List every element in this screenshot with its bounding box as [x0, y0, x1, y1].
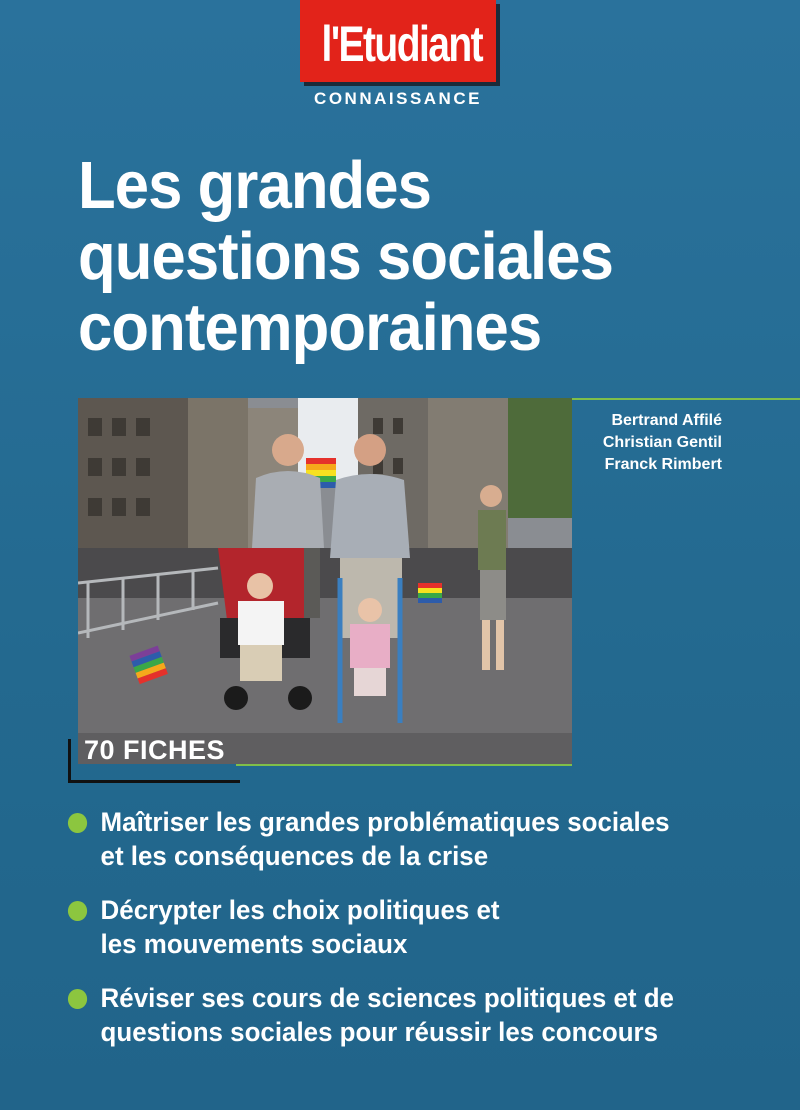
fiches-count-badge: 70 FICHES	[84, 735, 226, 765]
title-line-1: Les grandes	[78, 148, 432, 223]
bullet-text-line: Décrypter les choix politiques et	[100, 895, 500, 925]
author-name: Franck Rimbert	[604, 456, 722, 473]
title-line-2: questions sociales	[78, 219, 613, 294]
bullet-text-line: et les conséquences de la crise	[100, 841, 489, 871]
bullet-dot-icon	[68, 989, 87, 1009]
bullet-text-line: les mouvements sociaux	[100, 929, 408, 959]
parade-photo-illustration	[78, 398, 572, 764]
list-item	[66, 893, 757, 961]
badge-bracket	[68, 780, 240, 783]
bullet-text-line: Maîtriser les grandes problématiques sociales	[100, 807, 670, 837]
author-list	[560, 410, 722, 476]
author-name: Bertrand Affilé	[611, 412, 722, 429]
author-name: Christian Gentil	[602, 434, 722, 451]
cover-photo	[78, 398, 572, 764]
publisher-logo	[300, 0, 496, 82]
title-line-3: contemporaines	[78, 290, 542, 365]
list-item	[66, 981, 757, 1049]
feature-list	[66, 805, 786, 1069]
divider-rule	[236, 764, 572, 766]
book-title	[78, 150, 778, 363]
bullet-text-line: questions sociales pour réussir les concours	[100, 1017, 659, 1047]
bullet-dot-icon	[68, 901, 87, 921]
divider-rule	[572, 398, 800, 400]
logo-wordmark: l'Etudiant	[321, 16, 483, 72]
bullet-dot-icon	[68, 813, 87, 833]
badge-bracket	[68, 739, 71, 783]
bullet-text-line: Réviser ses cours de sciences politiques et de	[100, 983, 674, 1013]
list-item	[66, 805, 757, 873]
collection-name: CONNAISSANCE	[314, 89, 482, 108]
